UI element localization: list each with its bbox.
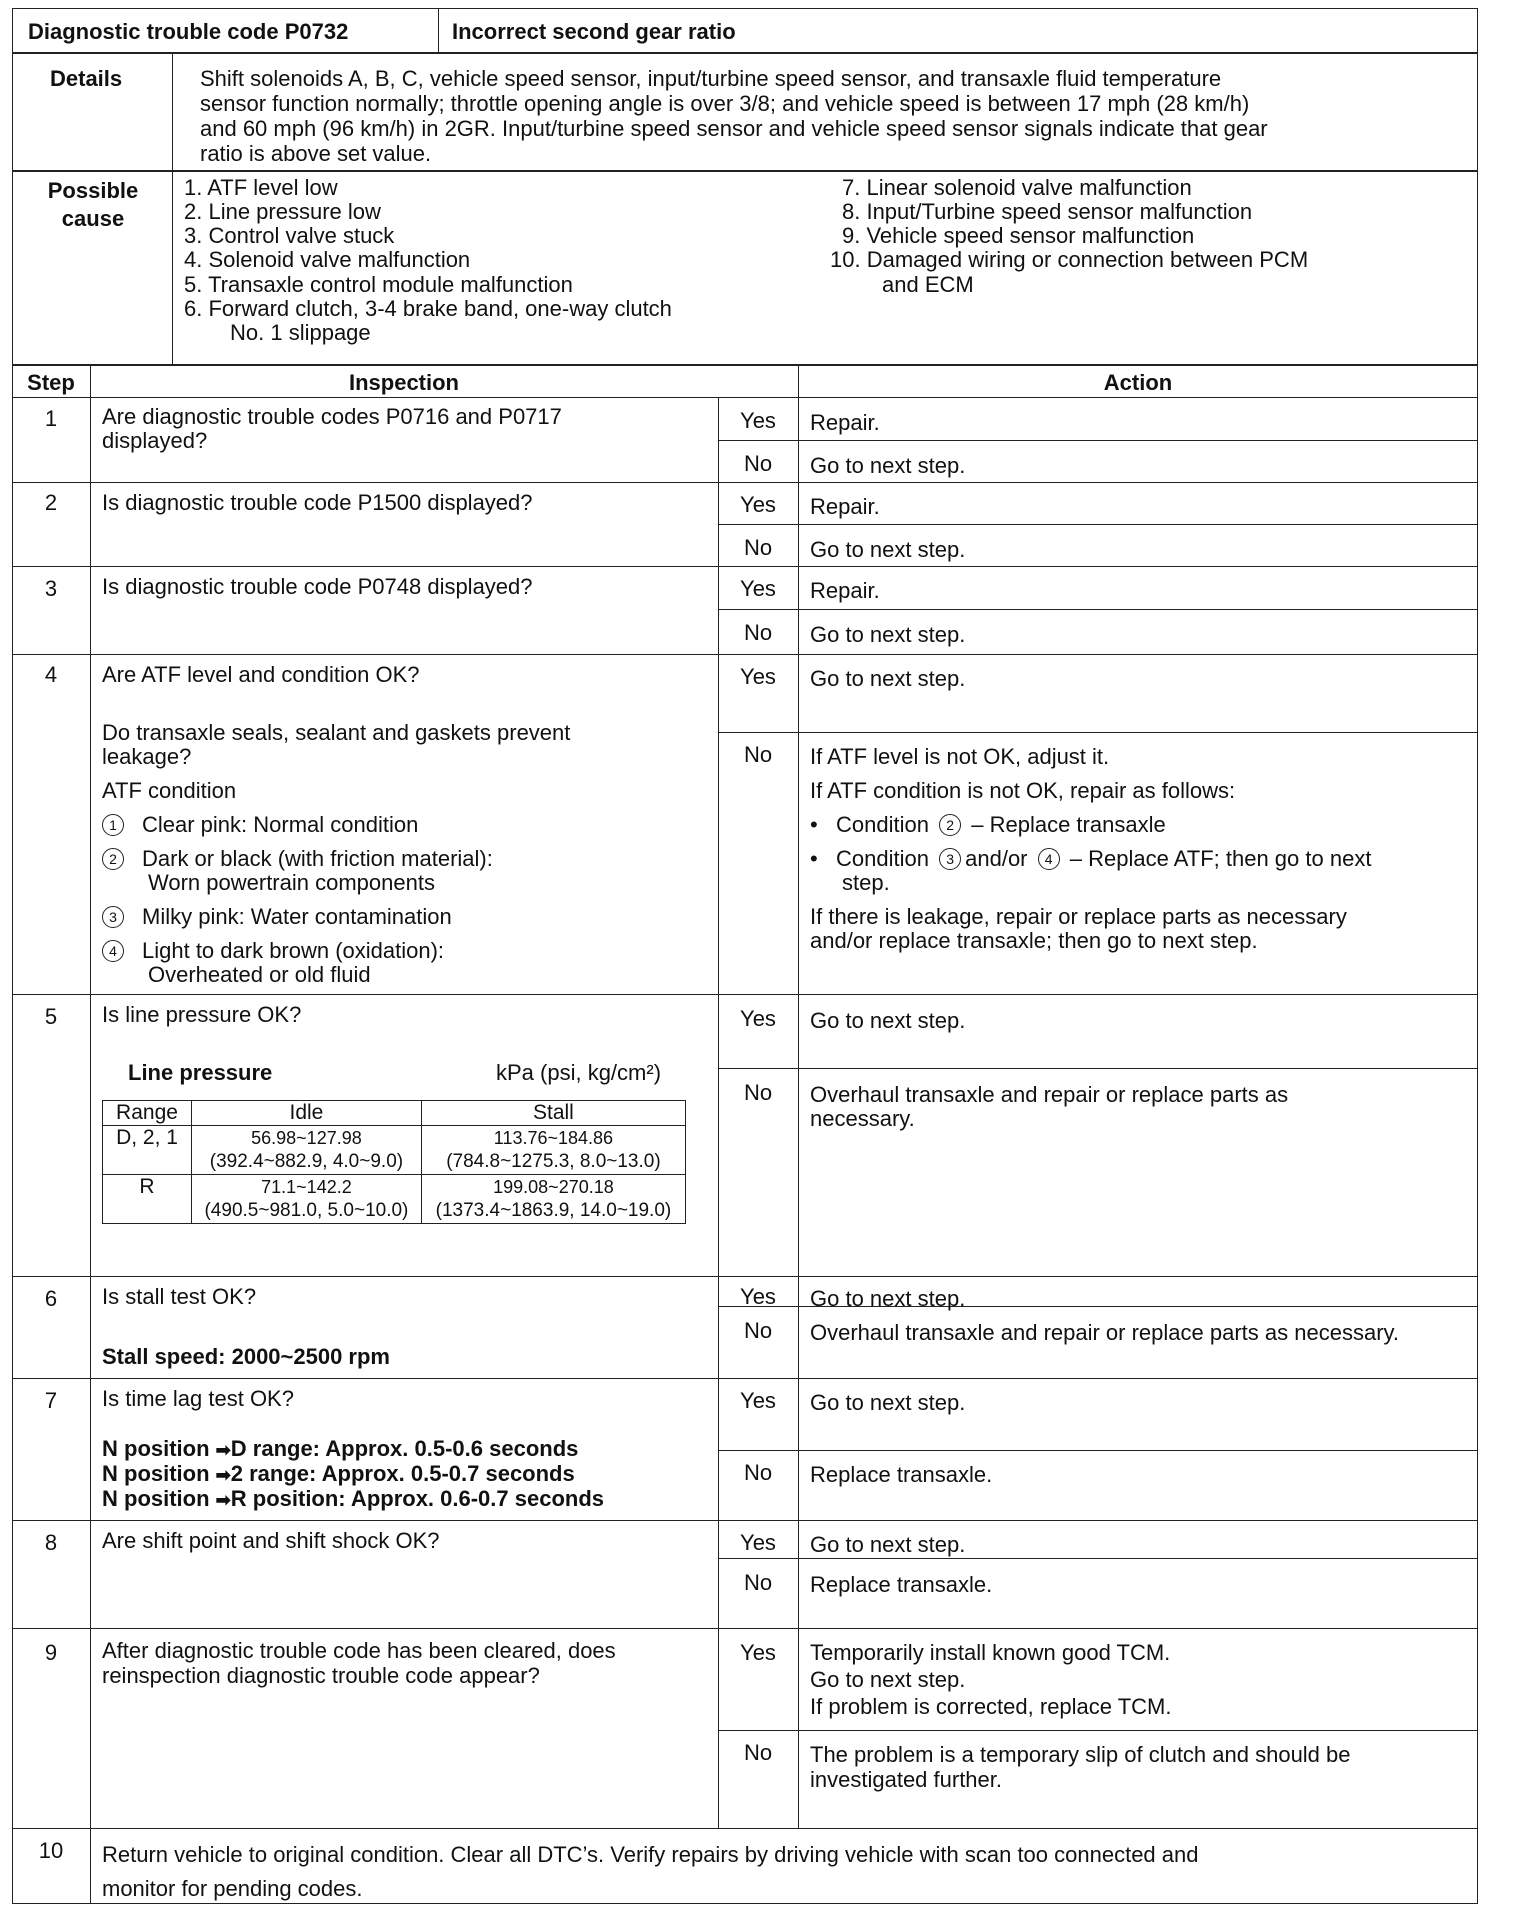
lp-cell: (784.8~1275.3, 8.0~13.0)	[421, 1150, 685, 1175]
possible-cause-label: Possible	[47, 178, 139, 203]
step-question: Are diagnostic trouble codes P0716 and P0717	[102, 404, 562, 429]
action-no: If there is leakage, repair or replace parts as necessary	[810, 904, 1347, 929]
cause-item: 4. Solenoid valve malfunction	[184, 247, 471, 272]
arrow-right-icon: ➡	[215, 1440, 231, 1460]
details-line: ratio is above set value.	[200, 141, 432, 166]
line-pressure-unit: kPa (psi, kg/cm²)	[496, 1060, 662, 1085]
action-yes: Go to next step.	[810, 1286, 966, 1311]
step-question: reinspection diagnostic trouble code appear?	[102, 1663, 540, 1688]
yes-label: Yes	[740, 664, 776, 689]
step-number: 4	[44, 662, 58, 687]
step-number: 10	[38, 1838, 64, 1863]
action-no: Go to next step.	[810, 622, 966, 647]
circled-3-icon: 3	[939, 848, 961, 870]
lp-range: R	[103, 1175, 192, 1224]
line-pressure-table	[102, 1100, 686, 1224]
yes-label: Yes	[740, 1284, 776, 1309]
yes-label: Yes	[740, 1640, 776, 1665]
step-question: displayed?	[102, 428, 208, 453]
action-yes: Go to next step.	[810, 1008, 966, 1033]
cause-item: 3. Control valve stuck	[184, 223, 395, 248]
lp-header: Stall	[421, 1101, 685, 1126]
action-yes: If problem is corrected, replace TCM.	[810, 1694, 1172, 1719]
action-yes: Go to next step.	[810, 1667, 966, 1692]
cause-item: 8. Input/Turbine speed sensor malfunction	[842, 199, 1253, 224]
lp-cell: (392.4~882.9, 4.0~9.0)	[192, 1150, 422, 1175]
action-no: If ATF level is not OK, adjust it.	[810, 744, 1110, 769]
time-lag-spec: N position ➡2 range: Approx. 0.5-0.7 seconds	[102, 1461, 575, 1486]
action-no: step.	[842, 870, 890, 895]
action-yes: Go to next step.	[810, 1390, 966, 1415]
no-label: No	[743, 535, 773, 560]
no-label: No	[743, 1570, 773, 1595]
lp-cell: 56.98~127.98	[192, 1126, 422, 1151]
circled-1-icon: 1	[102, 814, 124, 836]
action-no: • Condition 3 and/or 4 – Replace ATF; then go to next	[810, 846, 1372, 871]
step-instruction: monitor for pending codes.	[102, 1876, 363, 1901]
step-question: Is diagnostic trouble code P1500 displayed?	[102, 490, 533, 515]
cause-item: 6. Forward clutch, 3-4 brake band, one-way clutch	[184, 296, 672, 321]
stall-speed-spec: Stall speed: 2000~2500 rpm	[102, 1344, 390, 1369]
step-instruction: Return vehicle to original condition. Clear all DTC’s. Verify repairs by driving vehicle with scan too connected and	[102, 1842, 1199, 1867]
lp-cell: (490.5~981.0, 5.0~10.0)	[192, 1199, 422, 1224]
atf-condition-item: 3 Milky pink: Water contamination	[102, 904, 452, 929]
action-no: Replace transaxle.	[810, 1572, 993, 1597]
arrow-right-icon: ➡	[215, 1465, 231, 1485]
action-yes: Repair.	[810, 578, 880, 603]
no-label: No	[743, 620, 773, 645]
circled-2-icon: 2	[102, 848, 124, 870]
lp-header: Idle	[192, 1101, 422, 1126]
circled-2-icon: 2	[939, 814, 961, 836]
action-no: Overhaul transaxle and repair or replace parts as necessary.	[810, 1320, 1399, 1345]
action-no: Go to next step.	[810, 537, 966, 562]
atf-condition-item: 4 Light to dark brown (oxidation):	[102, 938, 444, 963]
action-no: The problem is a temporary slip of clutch and should be	[810, 1742, 1351, 1767]
step-number: 7	[44, 1388, 58, 1413]
step-number: 8	[44, 1530, 58, 1555]
action-no: Replace transaxle.	[810, 1462, 993, 1487]
step-question: Is line pressure OK?	[102, 1002, 302, 1027]
line-pressure-label: Line pressure	[128, 1060, 273, 1085]
yes-label: Yes	[740, 1530, 776, 1555]
details-line: Shift solenoids A, B, C, vehicle speed sensor, input/turbine speed sensor, and transaxle fluid temperature	[200, 66, 1222, 91]
lp-header: Range	[103, 1101, 192, 1126]
possible-cause-label: cause	[61, 206, 125, 231]
circled-4-icon: 4	[102, 940, 124, 962]
atf-condition-item: Worn powertrain components	[148, 870, 435, 895]
atf-condition-item: Overheated or old fluid	[148, 962, 371, 987]
arrow-right-icon: ➡	[215, 1490, 231, 1510]
action-no: • Condition 2 – Replace transaxle	[810, 812, 1166, 837]
cause-item: 10. Damaged wiring or connection between PCM	[830, 247, 1309, 272]
action-yes: Go to next step.	[810, 1532, 966, 1557]
step-question: leakage?	[102, 744, 192, 769]
action-yes: Repair.	[810, 494, 880, 519]
lp-range: D, 2, 1	[103, 1126, 192, 1175]
step-number: 2	[44, 490, 58, 515]
dtc-code: Diagnostic trouble code P0732	[28, 19, 349, 44]
no-label: No	[743, 742, 773, 767]
atf-condition-label: ATF condition	[102, 778, 237, 803]
cause-item: 1. ATF level low	[184, 175, 338, 200]
action-no: Go to next step.	[810, 453, 966, 478]
step-number: 6	[44, 1286, 58, 1311]
action-no: and/or replace transaxle; then go to next step.	[810, 928, 1258, 953]
action-no: investigated further.	[810, 1767, 1003, 1792]
no-label: No	[743, 1080, 773, 1105]
cause-item: 5. Transaxle control module malfunction	[184, 272, 573, 297]
no-label: No	[743, 1460, 773, 1485]
lp-cell: 71.1~142.2	[192, 1175, 422, 1200]
lp-cell: (1373.4~1863.9, 14.0~19.0)	[421, 1199, 685, 1224]
cause-item: No. 1 slippage	[230, 320, 371, 345]
no-label: No	[743, 451, 773, 476]
column-step: Step	[27, 370, 75, 395]
column-action: Action	[1103, 370, 1173, 395]
step-question: After diagnostic trouble code has been cleared, does	[102, 1638, 616, 1663]
step-question: Is time lag test OK?	[102, 1386, 294, 1411]
step-number: 1	[44, 406, 58, 431]
cause-item: and ECM	[882, 272, 974, 297]
cause-item: 7. Linear solenoid valve malfunction	[842, 175, 1192, 200]
step-number: 3	[44, 576, 58, 601]
lp-cell: 199.08~270.18	[421, 1175, 685, 1200]
yes-label: Yes	[740, 576, 776, 601]
diagnostic-sheet	[12, 8, 1478, 1904]
dtc-title: Incorrect second gear ratio	[452, 19, 736, 44]
action-yes: Temporarily install known good TCM.	[810, 1640, 1171, 1665]
yes-label: Yes	[740, 1388, 776, 1413]
step-question: Is diagnostic trouble code P0748 displayed?	[102, 574, 533, 599]
cause-item: 2. Line pressure low	[184, 199, 381, 224]
action-yes: Go to next step.	[810, 666, 966, 691]
lp-cell: 113.76~184.86	[421, 1126, 685, 1151]
atf-condition-item: 1 Clear pink: Normal condition	[102, 812, 418, 837]
atf-condition-item: 2 Dark or black (with friction material):	[102, 846, 493, 871]
action-no: Overhaul transaxle and repair or replace parts as	[810, 1082, 1289, 1107]
no-label: No	[743, 1740, 773, 1765]
step-question: Do transaxle seals, sealant and gaskets prevent	[102, 720, 571, 745]
step-number: 5	[44, 1004, 58, 1029]
step-question: Is stall test OK?	[102, 1284, 257, 1309]
action-no: necessary.	[810, 1106, 915, 1131]
yes-label: Yes	[740, 408, 776, 433]
yes-label: Yes	[740, 1006, 776, 1031]
circled-4-icon: 4	[1038, 848, 1060, 870]
details-label: Details	[50, 66, 123, 91]
no-label: No	[743, 1318, 773, 1343]
time-lag-spec: N position ➡D range: Approx. 0.5-0.6 seconds	[102, 1436, 579, 1461]
step-question: Are ATF level and condition OK?	[102, 662, 420, 687]
step-number: 9	[44, 1640, 58, 1665]
column-inspection: Inspection	[348, 370, 459, 395]
cause-item: 9. Vehicle speed sensor malfunction	[842, 223, 1195, 248]
circled-3-icon: 3	[102, 906, 124, 928]
action-yes: Repair.	[810, 410, 880, 435]
step-question: Are shift point and shift shock OK?	[102, 1528, 440, 1553]
action-no: If ATF condition is not OK, repair as follows:	[810, 778, 1236, 803]
time-lag-spec: N position ➡R position: Approx. 0.6-0.7 seconds	[102, 1486, 605, 1511]
details-line: sensor function normally; throttle opening angle is over 3/8; and vehicle speed is between 17 mph (28 km/h)	[200, 91, 1250, 116]
yes-label: Yes	[740, 492, 776, 517]
details-line: and 60 mph (96 km/h) in 2GR. Input/turbine speed sensor and vehicle speed sensor signals indicate that gear	[200, 116, 1268, 141]
